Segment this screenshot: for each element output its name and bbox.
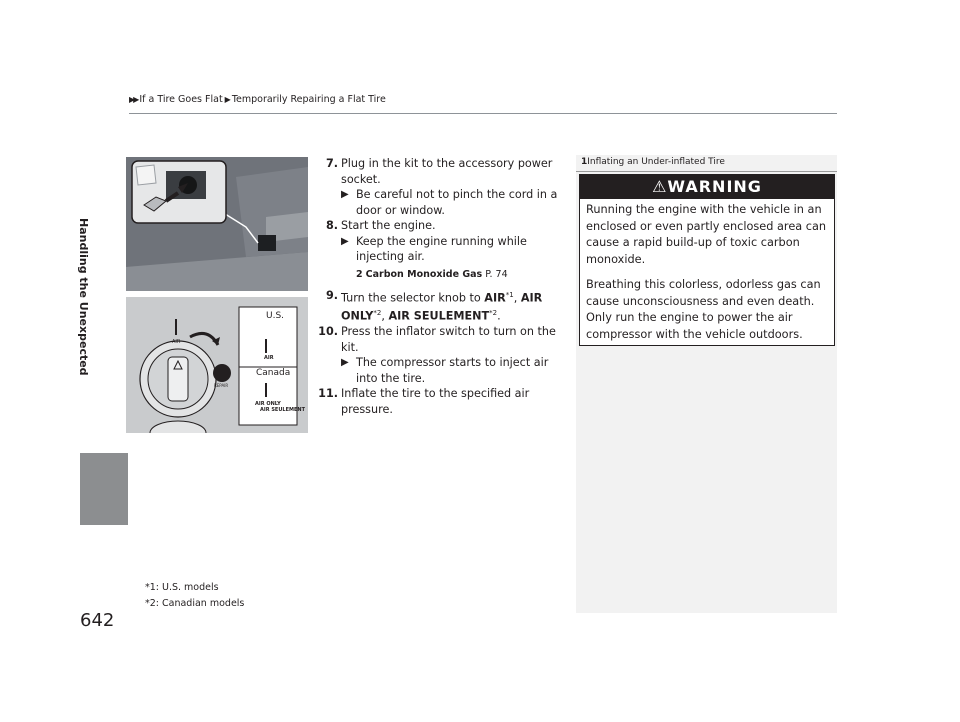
step-text: Start the engine. [341, 219, 436, 232]
header-divider [129, 113, 837, 114]
separator: , [381, 309, 389, 323]
knob-mark-air: AIR [172, 339, 181, 345]
subnote-text: Keep the engine running while injecting air. [356, 234, 527, 263]
step-8 [313, 218, 563, 282]
step-subnote [341, 234, 563, 265]
step-number: 7. [325, 157, 338, 170]
keyword-air: AIR [484, 291, 506, 305]
selector-knob-illustration [126, 297, 308, 433]
triangle-bullet-icon: ▶ [341, 189, 349, 200]
keyword-air-seulement: AIR SEULEMENT [388, 309, 490, 323]
step-number: 9. [325, 289, 338, 302]
step-text: Press the inflator switch to turn on the kit. [341, 325, 556, 354]
step-number: 10. [318, 325, 338, 339]
knob-label-us: U.S. [266, 311, 285, 321]
step-10 [313, 324, 563, 386]
step-text: Inflate the tire to the specified air pressure. [341, 387, 530, 416]
subnote-text: Be careful not to pinch the cord in a door or window. [356, 188, 558, 217]
footnote-canada: *2: Canadian models [145, 598, 245, 609]
note-title [581, 157, 725, 167]
breadcrumb-subsection[interactable]: Temporarily Repairing a Flat Tire [231, 94, 386, 105]
step-7 [313, 156, 563, 218]
step-number: 8. [325, 219, 338, 232]
instruction-steps [313, 156, 563, 417]
knob-mark-air-seulement: AIR SEULEMENT [260, 407, 305, 413]
reference-label[interactable]: Carbon Monoxide Gas [365, 268, 483, 280]
breadcrumb-arrow-icon: ▶▶ [129, 95, 138, 104]
breadcrumb-arrow-icon: ▶ [224, 95, 231, 104]
step-text: Plug in the kit to the accessory power socket. [341, 157, 553, 186]
note-icon: 1 [581, 157, 588, 167]
reference-icon: 2 [356, 268, 363, 280]
footnote-marker: *2 [373, 309, 382, 318]
note-title-text: Inflating an Under-inflated Tire [587, 157, 725, 167]
cross-reference[interactable] [341, 267, 563, 283]
warning-paragraph: Running the engine with the vehicle in an enclosed or even partly enclosed area can cause a rapid build-up of toxic carbon monoxide. [586, 203, 827, 266]
reference-page[interactable]: P. 74 [485, 268, 508, 280]
step-text: Turn the selector knob to [341, 291, 485, 305]
warning-text [586, 202, 832, 352]
warning-paragraph: Breathing this colorless, odorless gas can cause unconsciousness and even death. Only run the engine to power the air compressor with the vehicle outdoors. [586, 278, 821, 341]
step-subnote [341, 355, 563, 386]
triangle-bullet-icon: ▶ [341, 235, 349, 247]
warning-triangle-icon: ⚠ [652, 177, 668, 196]
svg-text:REPAIR: REPAIR [214, 383, 229, 388]
note-divider [576, 171, 837, 172]
breadcrumb [129, 94, 386, 105]
page-number: 642 [80, 610, 115, 631]
warning-label: WARNING [667, 177, 762, 196]
breadcrumb-section[interactable]: If a Tire Goes Flat [139, 94, 223, 105]
footnote-marker: *2 [489, 309, 498, 318]
knob-mark-air-us: AIR [264, 355, 274, 361]
side-tab-label[interactable]: Handling the Unexpected [77, 218, 90, 376]
side-tab-marker [80, 453, 128, 525]
accessory-socket-illustration [126, 157, 308, 291]
keyword-air-only: AIR ONLY [341, 291, 543, 323]
triangle-bullet-icon: ▶ [341, 357, 349, 369]
step-11 [313, 386, 563, 417]
separator: , [513, 291, 521, 305]
warning-header [580, 175, 834, 199]
footnote-us: *1: U.S. models [145, 582, 219, 593]
knob-label-canada: Canada [256, 368, 291, 378]
footnotes [145, 580, 244, 612]
step-number: 11. [318, 387, 338, 401]
knob-mark-air-only: AIR ONLY [255, 401, 281, 407]
step-subnote [341, 187, 563, 218]
period: . [497, 309, 501, 323]
footnote-marker: *1 [505, 291, 514, 299]
subnote-text: The compressor starts to inject air into the tire. [356, 356, 549, 385]
step-9 [313, 288, 563, 324]
socket-drawing [126, 157, 308, 291]
